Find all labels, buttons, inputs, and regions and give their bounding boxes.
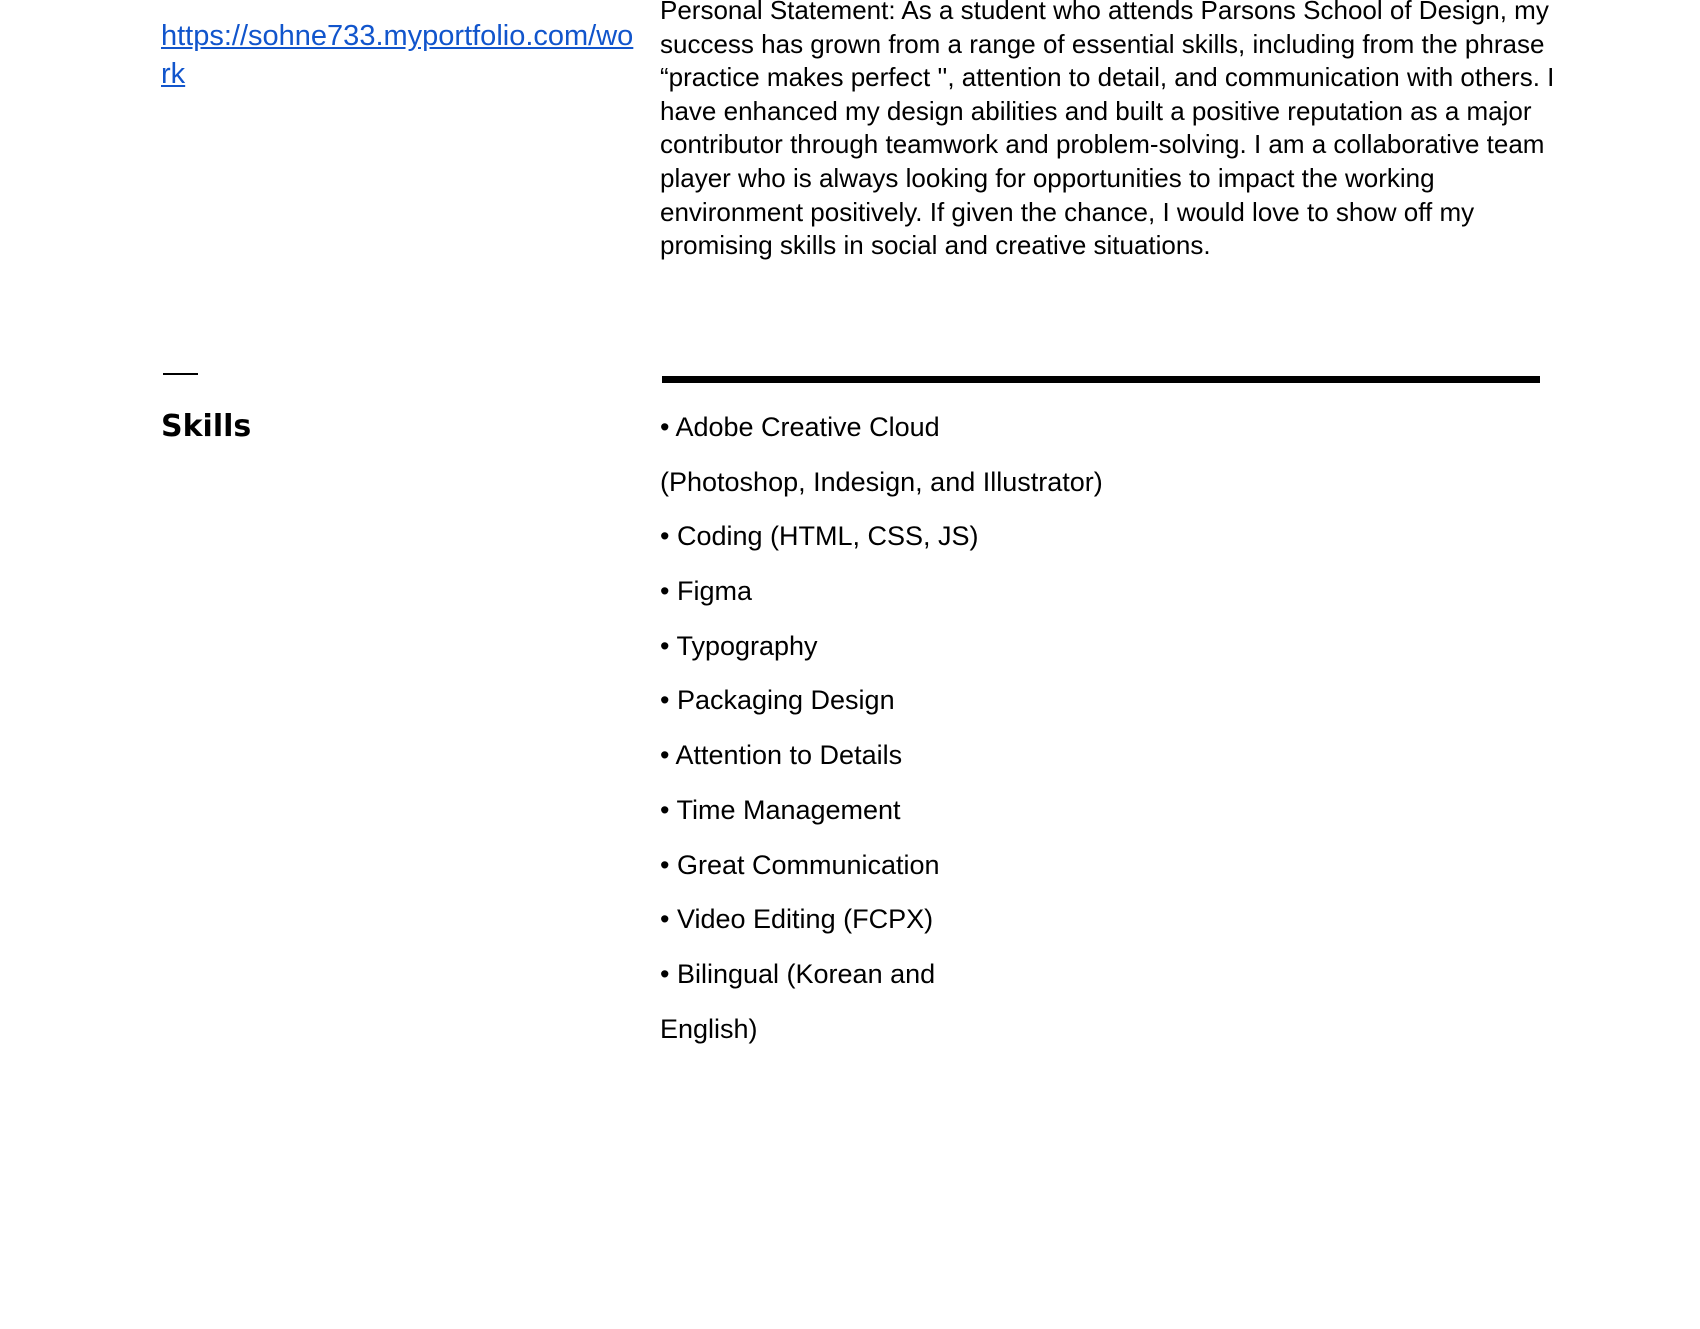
skill-item: English) [660,1013,758,1044]
portfolio-link[interactable]: https://sohne733.myportfolio.com/work [161,20,634,90]
skill-item: • Typography [660,630,818,661]
skill-item: • Coding (HTML, CSS, JS) [660,521,979,552]
section-divider-thick [662,376,1540,383]
skill-item: • Bilingual (Korean and [660,958,936,989]
skills-list [660,408,1103,1064]
personal-statement: Personal Statement: As a student who attends Parsons School of Design, my success has grown from a range of essential skills, including from the phrase “practice makes perfect '', attention to detail, and communication with others. I have enhanced my design abilities and built a positive reputation as a major contributor through teamwork and problem-solving. I am a collaborative team player who is always looking for opportunities to impact the working environment positively. If given the chance, I would love to show off my promising skills in social and creative situations. [660,0,1555,261]
skill-item: (Photoshop, Indesign, and Illustrator) [660,466,1103,497]
skill-item: • Attention to Details [660,740,903,771]
skill-item: • Figma [660,576,752,607]
skill-item: • Packaging Design [660,685,895,716]
skill-item: • Time Management [660,794,901,825]
skills-heading: Skills [161,409,252,444]
skill-item: • Video Editing (FCPX) [660,904,934,935]
skill-item: • Adobe Creative Cloud [660,412,940,442]
skill-item: • Great Communication [660,849,940,880]
section-divider-short [163,373,198,375]
